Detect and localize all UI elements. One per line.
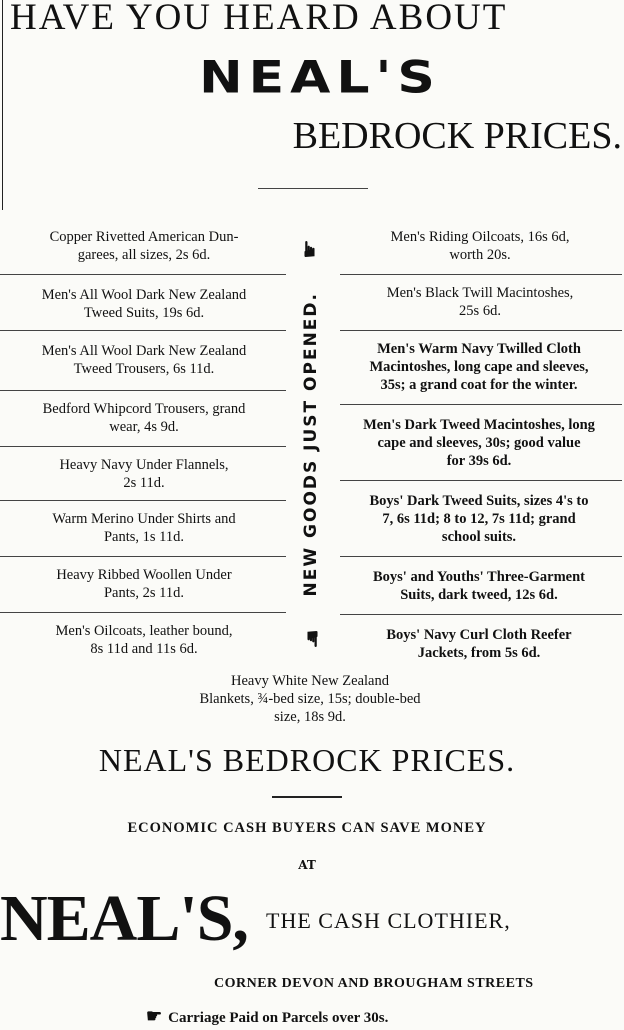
neals-bedrock-prices-heading: NEAL'S BEDROCK PRICES.	[98, 742, 516, 778]
divider	[340, 330, 622, 331]
left-item-dungarees: Copper Rivetted American Dun- garees, all sizes, 2s 6d.	[49, 229, 239, 263]
pointing-hand-icon: ☛	[297, 239, 323, 259]
cash-clothier-tagline: THE CASH CLOTHIER,	[266, 908, 511, 933]
left-item-ribbed-pants: Heavy Ribbed Woollen Under Pants, 2s 11d.	[56, 567, 232, 601]
divider	[340, 274, 622, 275]
divider	[0, 446, 286, 447]
divider	[340, 480, 622, 481]
headline-neals: NEAL'S	[199, 52, 441, 104]
headline-have-you-heard: HAVE YOU HEARD ABOUT	[10, 0, 508, 38]
pointing-hand-icon: ☛	[298, 629, 324, 649]
divider	[340, 556, 622, 557]
neals-big-logo-text: NEAL'S,	[0, 882, 248, 955]
left-item-tweed-suits: Men's All Wool Dark New Zealand Tweed Suits, 19s 6d.	[41, 287, 247, 321]
headline-divider	[258, 188, 368, 189]
address-line: CORNER DEVON AND BROUGHAM STREETS	[214, 976, 534, 991]
vertical-banner	[291, 238, 331, 650]
divider	[0, 390, 286, 391]
divider	[0, 274, 286, 275]
carriage-paid-line: ☛ Carriage Paid on Parcels over 30s.	[146, 1006, 389, 1026]
left-item-tweed-trousers: Men's All Wool Dark New Zealand Tweed Trousers, 6s 11d.	[41, 343, 247, 377]
left-item-navy-flannels: Heavy Navy Under Flannels, 2s 11d.	[59, 457, 229, 491]
right-item-riding-oilcoats: Men's Riding Oilcoats, 16s 6d, worth 20s.	[390, 229, 570, 263]
divider	[0, 556, 286, 557]
right-item-three-garment-suits: Boys' and Youths' Three-Garment Suits, dark tweed, 12s 6d.	[372, 569, 586, 603]
at-line: AT	[298, 858, 316, 872]
divider	[340, 404, 622, 405]
right-item-black-twill-macintoshes: Men's Black Twill Macintoshes, 25s 6d.	[386, 285, 574, 319]
divider	[340, 614, 622, 615]
right-item-dark-tweed-macintoshes: Men's Dark Tweed Macintoshes, long cape and sleeves, 30s; good value for 39s 6d.	[363, 417, 595, 469]
right-item-boys-tweed-suits: Boys' Dark Tweed Suits, sizes 4's to 7, 6s 11d; 8 to 12, 7s 11d; grand school suits.	[369, 493, 589, 545]
new-goods-banner-text: NEW GOODS JUST OPENED.	[301, 291, 321, 597]
headline-bedrock-prices: BEDROCK PRICES.	[292, 115, 622, 157]
divider	[0, 330, 286, 331]
right-item-navy-twilled-macintoshes: Men's Warm Navy Twilled Cloth Macintoshes, long cape and sleeves, 35s; a grand coat for the winter.	[369, 341, 589, 393]
divider	[0, 612, 286, 613]
left-item-whipcord-trousers: Bedford Whipcord Trousers, grand wear, 4s 9d.	[42, 401, 246, 435]
divider	[0, 500, 286, 501]
left-border-rule	[2, 0, 3, 210]
right-item-reefer-jackets: Boys' Navy Curl Cloth Reefer Jackets, from 5s 6d.	[386, 627, 572, 661]
blankets-item: Heavy White New Zealand Blankets, ¾-bed size, 15s; double-bed size, 18s 9d.	[199, 673, 421, 725]
left-item-oilcoats: Men's Oilcoats, leather bound, 8s 11d and 11s 6d.	[55, 623, 233, 657]
left-item-merino-shirts: Warm Merino Under Shirts and Pants, 1s 11d.	[52, 511, 236, 545]
pointing-hand-icon: ☛	[146, 1006, 163, 1026]
footer-divider	[272, 796, 342, 798]
save-money-line: ECONOMIC CASH BUYERS CAN SAVE MONEY	[127, 820, 487, 836]
